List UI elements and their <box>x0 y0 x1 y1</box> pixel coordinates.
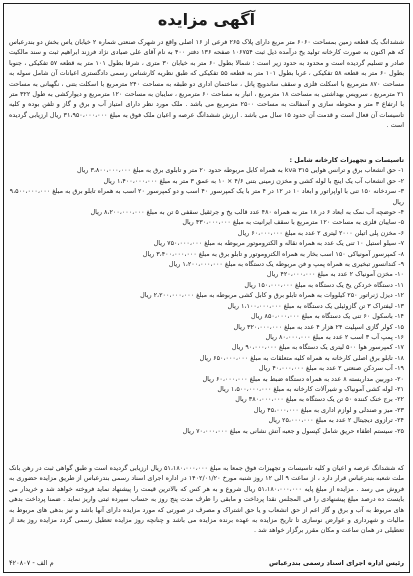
list-item: ۱۰- مخزن آمونیاک ۲ عدد به مبلغ ۴۲۰،۰۰۰،۰۰۰ ریال <box>266 270 404 279</box>
facilities-heading: تاسیسات و تجهیزات کارخانه شامل : <box>289 156 404 164</box>
list-item: ۶- مخزن پلی اتیلن ۲۰۰۰ لیتری ۲ عدد به مبلغ ۶۰،۰۰۰،۰۰۰ ریال <box>237 228 404 237</box>
notice-title: آگهی مزایده <box>157 10 256 29</box>
list-item: ۲- حق انشعاب آب یک اینچ با لوله کشی و مخزن زمینی بتنی ۴/۶ × ۱۰ به عمق ۳ متر به مبلغ ۱،۴۰۰،۰۰۰،۰۰۰ ریال <box>103 176 404 185</box>
list-item: ۱۳- لیفتراک ۳ تن گازوئیلی یک دستگاه به مبلغ ۱،۱۰۰،۰۰۰،۰۰۰ ریال <box>227 301 404 310</box>
list-item: ۷- سیلو استیل ۱۰ تنی یک عدد به همراه نقاله و الکتروموتور مربوطه به مبلغ ۷۵۰،۰۰۰،۰۰۰ ریال <box>153 239 404 248</box>
list-item: ۱- حق انشعاب برق و ترانس هوایی ۳۱۵ kva به همراه کابل مربوطه حدود ۲۰ متر و تابلوی برق به مبلغ ۳،۸۰۰،۰۰۰،۰۰۰ ریال <box>76 166 404 175</box>
auction-terms: که ششدانگ عرصه و اعیان و کلیه تاسیسات و تجهیزات فوق جمعا به مبلغ ۵۱،۱۸۰،۰۰۰،۰۰۰ ریال ارزیابی گردیده است و طبق گواهی ثبت در رهن بانک ملت شعبه بندرعباس قرار دارد ، از ساعت ۹ الی ۱۲ روز شنبه مورخ ۱۴۰۲/۰۱/۲۰ در اداره اجرای اسناد رسمی بندرعباس از طریق مزایده حضوری به فروش می رسد . مزایده از مبلغ پایه ۵۱،۱۸۰،۰۰۰،۰۰۰ ریال شروع و به هر کس که بالاترین قیمت را پیشنهاد نماید فروخته خواهد شد و خریدار می بایست ده درصد مبلغ پیشنهادی را فی المجلس نقدا پرداخت و مابقی را ظرف مدت پنج روز به حساب سپرده ثبتی واریز نماید . ضمنا پرداخت بدهی های مربوط به آب و برق و گاز اعم از حق انشعاب و یا حق اشتراک و مصرف در صورتی که مورد مزایده دارای آنها باشد و نیز بدهی های مربوط به مالیات و شهرداری و عوارض نوسازی تا تاریخ مزایده به عهده برنده مزایده می باشد و چنانچه روز مزایده تعطیل رسمی گردد مزایده روز بعد از تعطیلی در همان ساعت و مکان مقرر برگزار خواهد شد . <box>9 464 404 535</box>
list-item: ۱۹- آب سردکن صنعتی ۲ عدد به مبلغ ۴۰،۰۰۰،۰۰۰ ریال <box>258 364 404 373</box>
reference-number: ۴۲۰۸۰۷ - م الف <box>9 559 54 567</box>
signature: رئیس اداره اجرای اسناد رسمی بندرعباس <box>269 559 404 567</box>
list-item: ۴- حوضچه آب نمک به ابعاد ۶ در ۱۸ متر به همراه ۴۸۰ عدد قالب یخ و جرثقیل سقفی ۵ تن به مبلغ ۸،۲۰۰،۰۰۰،۰۰۰ ریال <box>90 208 404 217</box>
list-item: ۱۲- دیزل ژنراتور ۲۵۰ کیلووات به همراه تابلو برق و کابل کشی مربوطه به مبلغ ۲،۲۰۰،۰۰۰،۰۰۰ ریال <box>140 291 404 300</box>
notice-footer <box>9 557 404 569</box>
facilities-section <box>9 155 404 462</box>
list-item: ۲۱- لوله کشی آمونیاک و شیرآلات کارخانه به مبلغ ۱،۵۰۰،۰۰۰،۰۰۰ ریال <box>217 384 404 393</box>
list-item: ۲۴- ترازوی دیجیتال ۲ عدد به مبلغ ۲۵،۰۰۰،۰۰۰ ریال <box>268 416 404 425</box>
auction-notice <box>3 3 410 573</box>
list-item: ۲۰- دوربین مداربسته ۸ عدد به همراه دستگاه ضبط به مبلغ ۶۰،۰۰۰،۰۰۰ ریال <box>202 374 404 383</box>
list-item: ۱۷- کمپرسور هوا ۵۰۰ لیتری یک دستگاه به مبلغ ۹۰،۰۰۰،۰۰۰ ریال <box>231 343 404 352</box>
list-item: ۱۱- دستگاه خردکن یخ یک دستگاه به مبلغ ۱۵۰،۰۰۰،۰۰۰ ریال <box>244 280 404 289</box>
list-item: ۱۴- باسکول ۶۰ تنی یک دستگاه به مبلغ ۸۵۰،۰۰۰،۰۰۰ ریال <box>251 312 404 321</box>
list-item: ۱۵- کولر گازی اسپلیت ۲۴ هزار ۴ عدد به مبلغ ۳۲۰،۰۰۰،۰۰۰ ریال <box>233 322 404 331</box>
list-item: ۹- کندانسور تبخیری به همراه پمپ و فن مربوطه یک دستگاه به مبلغ ۱،۲۰۰،۰۰۰،۰۰۰ ریال <box>168 260 404 269</box>
list-item: ۲۲- برج خنک کننده ۵۰ تن یک دستگاه به مبلغ ۳۸۰،۰۰۰،۰۰۰ ریال <box>235 395 404 404</box>
list-item: ۵- سایبان فلزی به مساحت ۱۲۰ مترمربع با سقف ایرانیت به مبلغ ۴۳۰،۰۰۰،۰۰۰ ریال <box>182 218 404 227</box>
list-item: ۱۸- تابلو برق اصلی کارخانه به همراه کلیه متعلقات به مبلغ ۶۵۰،۰۰۰،۰۰۰ ریال <box>199 353 404 362</box>
list-item: ۸- کمپرسور آمونیاکی ۱۵۰ اسب بخار به همراه الکتروموتور و تابلو برق به مبلغ ۳،۴۰۰،۰۰۰،۰۰۰ ریال <box>142 249 404 258</box>
property-description: ششدانگ یک قطعه زمین بمساحت ۶۰۶۰ متر مربع دارای پلاک ۲۶۵ فرعی از ۱۶ اصلی واقع در شهرک صنعتی شماره ۲ خیابان یاس بخش دو بندرعباس که هم اکنون به صورت کارخانه تولید یخ درآمده ذیل ثبت ۱۰۶۷۵۴ صفحه ۱۳۶ دفتر ۴۰۰ به نام آقای علی صیادی نژاد فرزند ابراهیم ثبت و سند مالکیت صادر و تسلیم گردیده است و محدود به حدود زیر است : شمالا بطول ۶۰ متر به خیابان ۳۰ متری ، شرقا بطول ۱۰۱ متر به قطعه ۵۷ تفکیکی ، جنوبا بطول ۶۰ متر به قطعه ۵۸ تفکیکی ، غربا بطول ۱۰۱ متر به قطعه ۵۵ تفکیکی که طبق نظریه کارشناس رسمی دادگستری اعیانات آن شامل سوله به مساحت ۸۷۰ مترمربع با اسکلت فلزی و سقف ساندویچ پانل ، ساختمان اداری دو طبقه به مساحت ۲۴۰ مترمربع با اسکلت بتنی ، نگهبانی به مساحت ۲۱ مترمربع ، سرویس بهداشتی به مساحت ۱۸ مترمربع ، انبار به مساحت ۶۰ مترمربع ، سایبان به مساحت ۱۲۰ مترمربع و دیوارکشی به طول ۳۲۲ متر با ارتفاع ۳ متر و محوطه سازی و آسفالت به مساحت ۲۵۰۰ مترمربع می باشد . ملک مورد نظر دارای امتیاز آب و برق و گاز و تلفن بوده و کلیه تاسیسات آن فعال است و قدمت آن حدود ۱۵ سال می باشد . ارزش ششدانگ عرصه و اعیان ملک فوق به مبلغ ۳۱،۹۵۰،۰۰۰،۰۰۰ ریال ارزیابی گردیده است . <box>9 38 404 130</box>
list-item: ۲۵- سیستم اطفاء حریق شامل کپسول و جعبه آتش نشانی به مبلغ ۷۰،۰۰۰،۰۰۰ ریال <box>182 426 404 435</box>
list-item: ۲۳- میز و صندلی و لوازم اداری به مبلغ ۴۵،۰۰۰،۰۰۰ ریال <box>253 405 404 414</box>
list-item: ۳- سردخانه ۱۵۰ تنی با اواپراتور و ابعاد ۱۰ در ۱۲ در ۴ متر با یک کمپرسور ۴۰ اسب و دو کمپرسور ۲۰ اسب به همراه تابلو برق به مبلغ ۹،۵۰۰،۰۰۰،۰۰۰ ریال <box>9 187 404 206</box>
list-item: ۱۶- پمپ آب ۳ اسب ۲ عدد به مبلغ ۸۰،۰۰۰،۰۰۰ ریال <box>265 332 404 341</box>
facilities-list <box>9 165 404 436</box>
